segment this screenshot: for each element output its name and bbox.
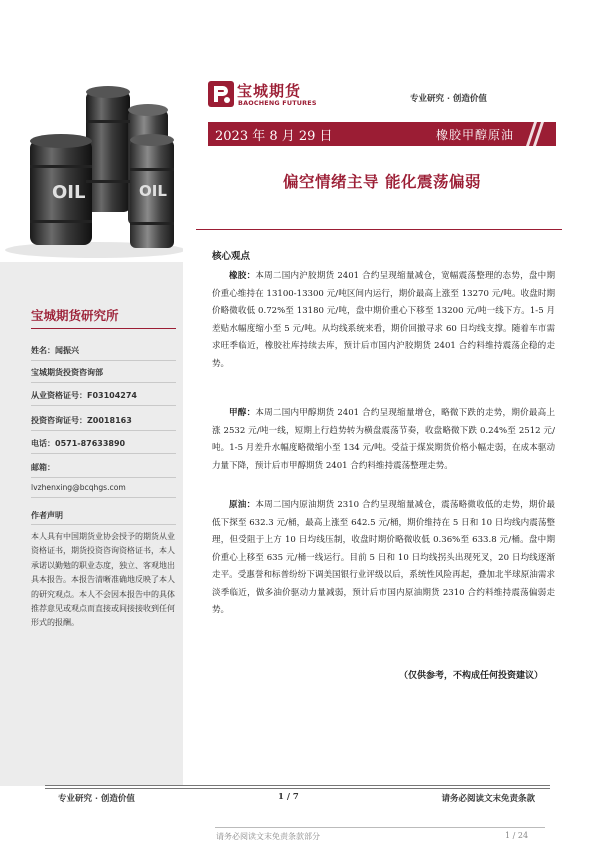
qualification-label: 从业资格证号： bbox=[31, 390, 87, 400]
author-statement-title: 作者声明 bbox=[31, 510, 63, 520]
brand-mark-icon bbox=[208, 81, 234, 107]
rubber-text: 本周二国内沪胶期货 2401 合约呈现缩量减仓，宽幅震荡整理的态势，盘中期价重心维持在 13100-13300 元/吨区间内运行，期价最高上涨至 13270 元/吨。收盘时期价略微收低 0.72%至 13180 元/吨，盘中期价重心下移至 13200 元/吨一线下方。1-5 月差贴水幅度缩小至 5 元/吨。从均线系统来看，期价回撤寻求 60 日均线支撑。随着车市需求旺季临近，橡胶社库持续去库，预计后市国内沪胶期货 2401 合约料维持震荡企稳的走势。 bbox=[212, 271, 556, 369]
qualification-row bbox=[31, 390, 137, 401]
author-name-label: 姓名： bbox=[31, 345, 55, 355]
crude-oil-text: 本周二国内原油期货 2310 合约呈现缩量减仓，震荡略微收低的走势，期价最低下探至 632.3 元/桶，最高上涨至 642.5 元/桶，期价维持在 5 日和 10 日均线内震荡整理，但受阻于上方 10 日均线压制，收盘时期价略微收低 0.36%至 633.8 元/桶。盘中期价重心上移至 635 元/桶一线运行。目前 5 日和 10 日均线拐头出现死叉，20 日均线逐渐走平。受惠誉和标普纷纷下调美国银行业评级以后，系统性风险再起，叠加北半球原油需求淡季临近，做多油价驱动力量减弱，预计后市国内原油期货 2310 合约料维持震荡偏弱走势。 bbox=[212, 500, 556, 615]
consult-cert-label: 投资咨询证号： bbox=[31, 415, 87, 425]
reference-note: （仅供参考，不构成任何投资建议） bbox=[398, 671, 543, 681]
rubber-paragraph bbox=[212, 268, 555, 373]
author-disclaimer: 本人具有中国期货业协会授予的期货从业资格证书，期货投资咨询资格证书，本人承诺以勤勉的职业态度，独立、客观地出具本报告。本报告清晰准确地反映了本人的研究观点。本人不会因本报告中的具体推荐意见或观点而直接或间接接收到任何形式的报酬。 bbox=[31, 532, 175, 628]
oil-barrels-illustration bbox=[0, 0, 183, 262]
author-name-value: 闻振兴 bbox=[55, 345, 79, 355]
footer-bottom-disclaimer: 请务必阅读文末免责条款部分 bbox=[216, 832, 320, 841]
report-headline: 偏空情绪主导 能化震荡偏弱 bbox=[283, 173, 481, 191]
phone-value: 0571-87633890 bbox=[55, 439, 126, 448]
oil-barrels-image bbox=[0, 0, 183, 262]
oil-label-right: OIL bbox=[139, 182, 167, 200]
footer-page-number: 1 / 7 bbox=[278, 792, 299, 802]
methanol-lead: 甲醇： bbox=[229, 408, 256, 418]
rubber-lead: 橡胶： bbox=[229, 271, 256, 281]
sidebar-divider bbox=[31, 360, 176, 361]
banner-stripes-icon bbox=[518, 122, 548, 146]
qualification-value: F03104274 bbox=[87, 391, 137, 400]
sidebar-divider bbox=[31, 453, 176, 454]
sidebar-divider bbox=[31, 477, 176, 478]
phone-row bbox=[31, 438, 125, 449]
header-slogan: 专业研究 · 创造价值 bbox=[410, 94, 487, 104]
author-name-row bbox=[31, 345, 79, 356]
brand-logo bbox=[208, 80, 328, 110]
core-views-title: 核心观点 bbox=[212, 251, 251, 262]
sidebar-divider bbox=[31, 430, 176, 431]
department-value: 宝城期货投资咨询部 bbox=[31, 367, 103, 377]
consult-cert-value: Z0018163 bbox=[87, 416, 132, 425]
sidebar-divider bbox=[31, 524, 176, 525]
footer-bottom-divider bbox=[215, 827, 545, 828]
report-date: 2023 年 8 月 29 日 bbox=[215, 129, 333, 144]
report-topic: 橡胶甲醇原油 bbox=[435, 128, 514, 142]
sidebar bbox=[0, 0, 183, 786]
institute-divider bbox=[31, 328, 176, 329]
department-row bbox=[31, 367, 103, 378]
oil-label-left: OIL bbox=[52, 182, 86, 203]
brand-name-cn: 宝城期货 bbox=[237, 82, 302, 100]
email-label: 邮箱： bbox=[31, 462, 55, 472]
consult-cert-row bbox=[31, 415, 132, 426]
date-banner bbox=[208, 122, 556, 146]
sidebar-divider bbox=[31, 497, 176, 498]
phone-label: 电话： bbox=[31, 438, 55, 448]
footer-bottom-page: 1 / 24 bbox=[505, 831, 529, 840]
methanol-text: 本周二国内甲醇期货 2401 合约呈现缩量增仓，略微下跌的走势，期价最高上涨 2532 元/吨一线，短期上行趋势转为横盘震荡节奏，收盘略微下跌 0.24%至 2512 元/吨。1-5 月差升水幅度略微缩小至 134 元/吨。受益于煤炭期货价格小幅走弱，在成本驱动力量下降，预计后市甲醇期货 2401 合约料维持震荡整理走势。 bbox=[212, 408, 556, 471]
brand-name-en: BAOCHENG FUTURES bbox=[238, 99, 317, 107]
footer-divider bbox=[45, 785, 550, 786]
sidebar-divider bbox=[31, 382, 176, 383]
institute-name: 宝城期货研究所 bbox=[31, 308, 119, 323]
email-value[interactable]: lvzhenxing@bcqhgs.com bbox=[31, 483, 126, 492]
methanol-paragraph bbox=[212, 405, 555, 475]
footer-disclaimer: 请务必阅读文末免责条款 bbox=[441, 794, 535, 804]
sidebar-divider bbox=[31, 405, 176, 406]
crude-oil-lead: 原油： bbox=[229, 500, 256, 510]
crude-oil-paragraph bbox=[212, 497, 555, 620]
footer-slogan: 专业研究 · 创造价值 bbox=[58, 794, 135, 804]
headline-divider bbox=[196, 229, 562, 230]
footer-divider bbox=[45, 788, 550, 789]
